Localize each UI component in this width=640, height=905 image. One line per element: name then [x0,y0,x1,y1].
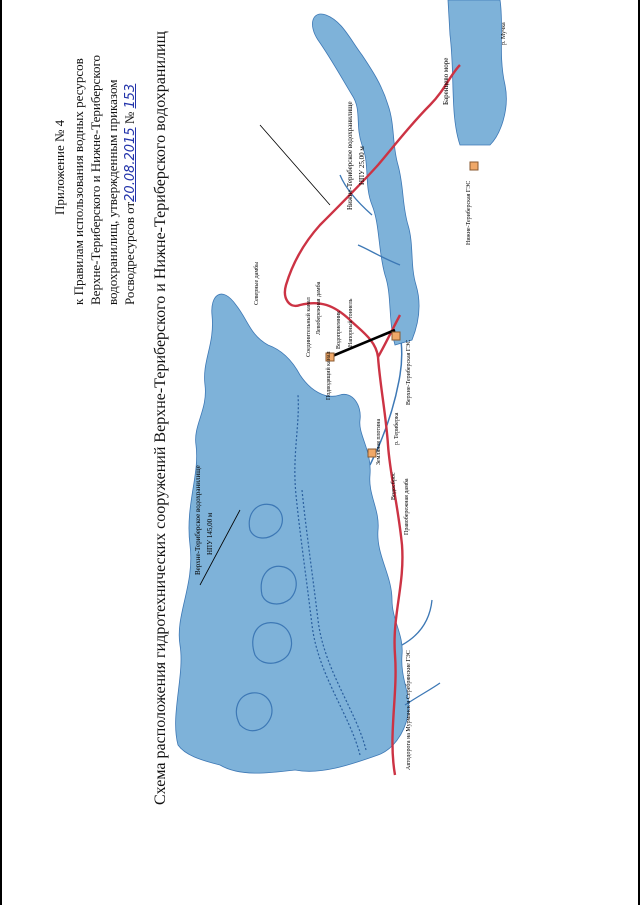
order-date: 20.08.2015 [123,127,138,202]
rules-line-2: Верхне-Териберского и Нижне-Териберского [88,55,103,305]
lower-npu-label: НПУ 25,00 м [358,146,366,185]
island [236,693,272,731]
road-label: Автодорога на Мурманск и Серебрянские ГЭС [406,650,412,770]
leader-line [260,125,330,205]
upper-hpp-marker [392,332,400,340]
barents-sea-label: Баренцево море [442,57,450,105]
river-muchka-label: р. Мучка [501,22,507,45]
number-sign: № [122,111,137,125]
earth-dam-marker [368,449,376,457]
appendix-title: Приложение № 4 [52,119,67,215]
lower-reservoir-label: Нижне-Териберское водохранилище [346,101,354,210]
north-dams-label: Северные дамбы [254,261,260,305]
island [253,623,292,664]
lower-hpp-marker [470,162,478,170]
intake-label: Водоприемник [336,310,342,349]
headrace-channel-label: Подводящий канал [326,351,332,400]
upper-reservoir-label: Верхне-Териберское водохранилище [194,465,202,575]
rules-line-3: водохранилищ, утвержденным приказом [105,79,120,305]
spillway-label: Водосброс [391,472,397,500]
right-bank-dam-label: Правобережная дамба [404,478,410,535]
order-prefix: Росводресурсов от [122,201,137,305]
upper-npu-label: НПУ 145,00 м [206,512,214,555]
earth-dam-label: Земляная плотина [376,418,382,465]
stream [402,600,432,645]
island [261,566,296,604]
order-number: 153 [123,83,138,109]
left-bank-dam-label: Левобережная дамба [316,281,322,335]
map-title: Схема расположения гидротехнических сооружений Верхне-Териберского и Нижне-Териберского водохранилищ [152,31,169,805]
barents-sea [448,0,506,145]
river-teriberka-label: р. Териберка [394,412,400,445]
rules-line-1: к Правилам использования водных ресурсов [71,58,86,305]
upper-hpp-label: Верхне-Териберская ГЭС [406,339,412,405]
lower-hpp-label: Нижне-Териберская ГЭС [466,180,472,245]
pressure-tunnel-label: Напорный тоннель [348,298,354,347]
connecting-channel-label: Соединительный канал [306,297,312,357]
